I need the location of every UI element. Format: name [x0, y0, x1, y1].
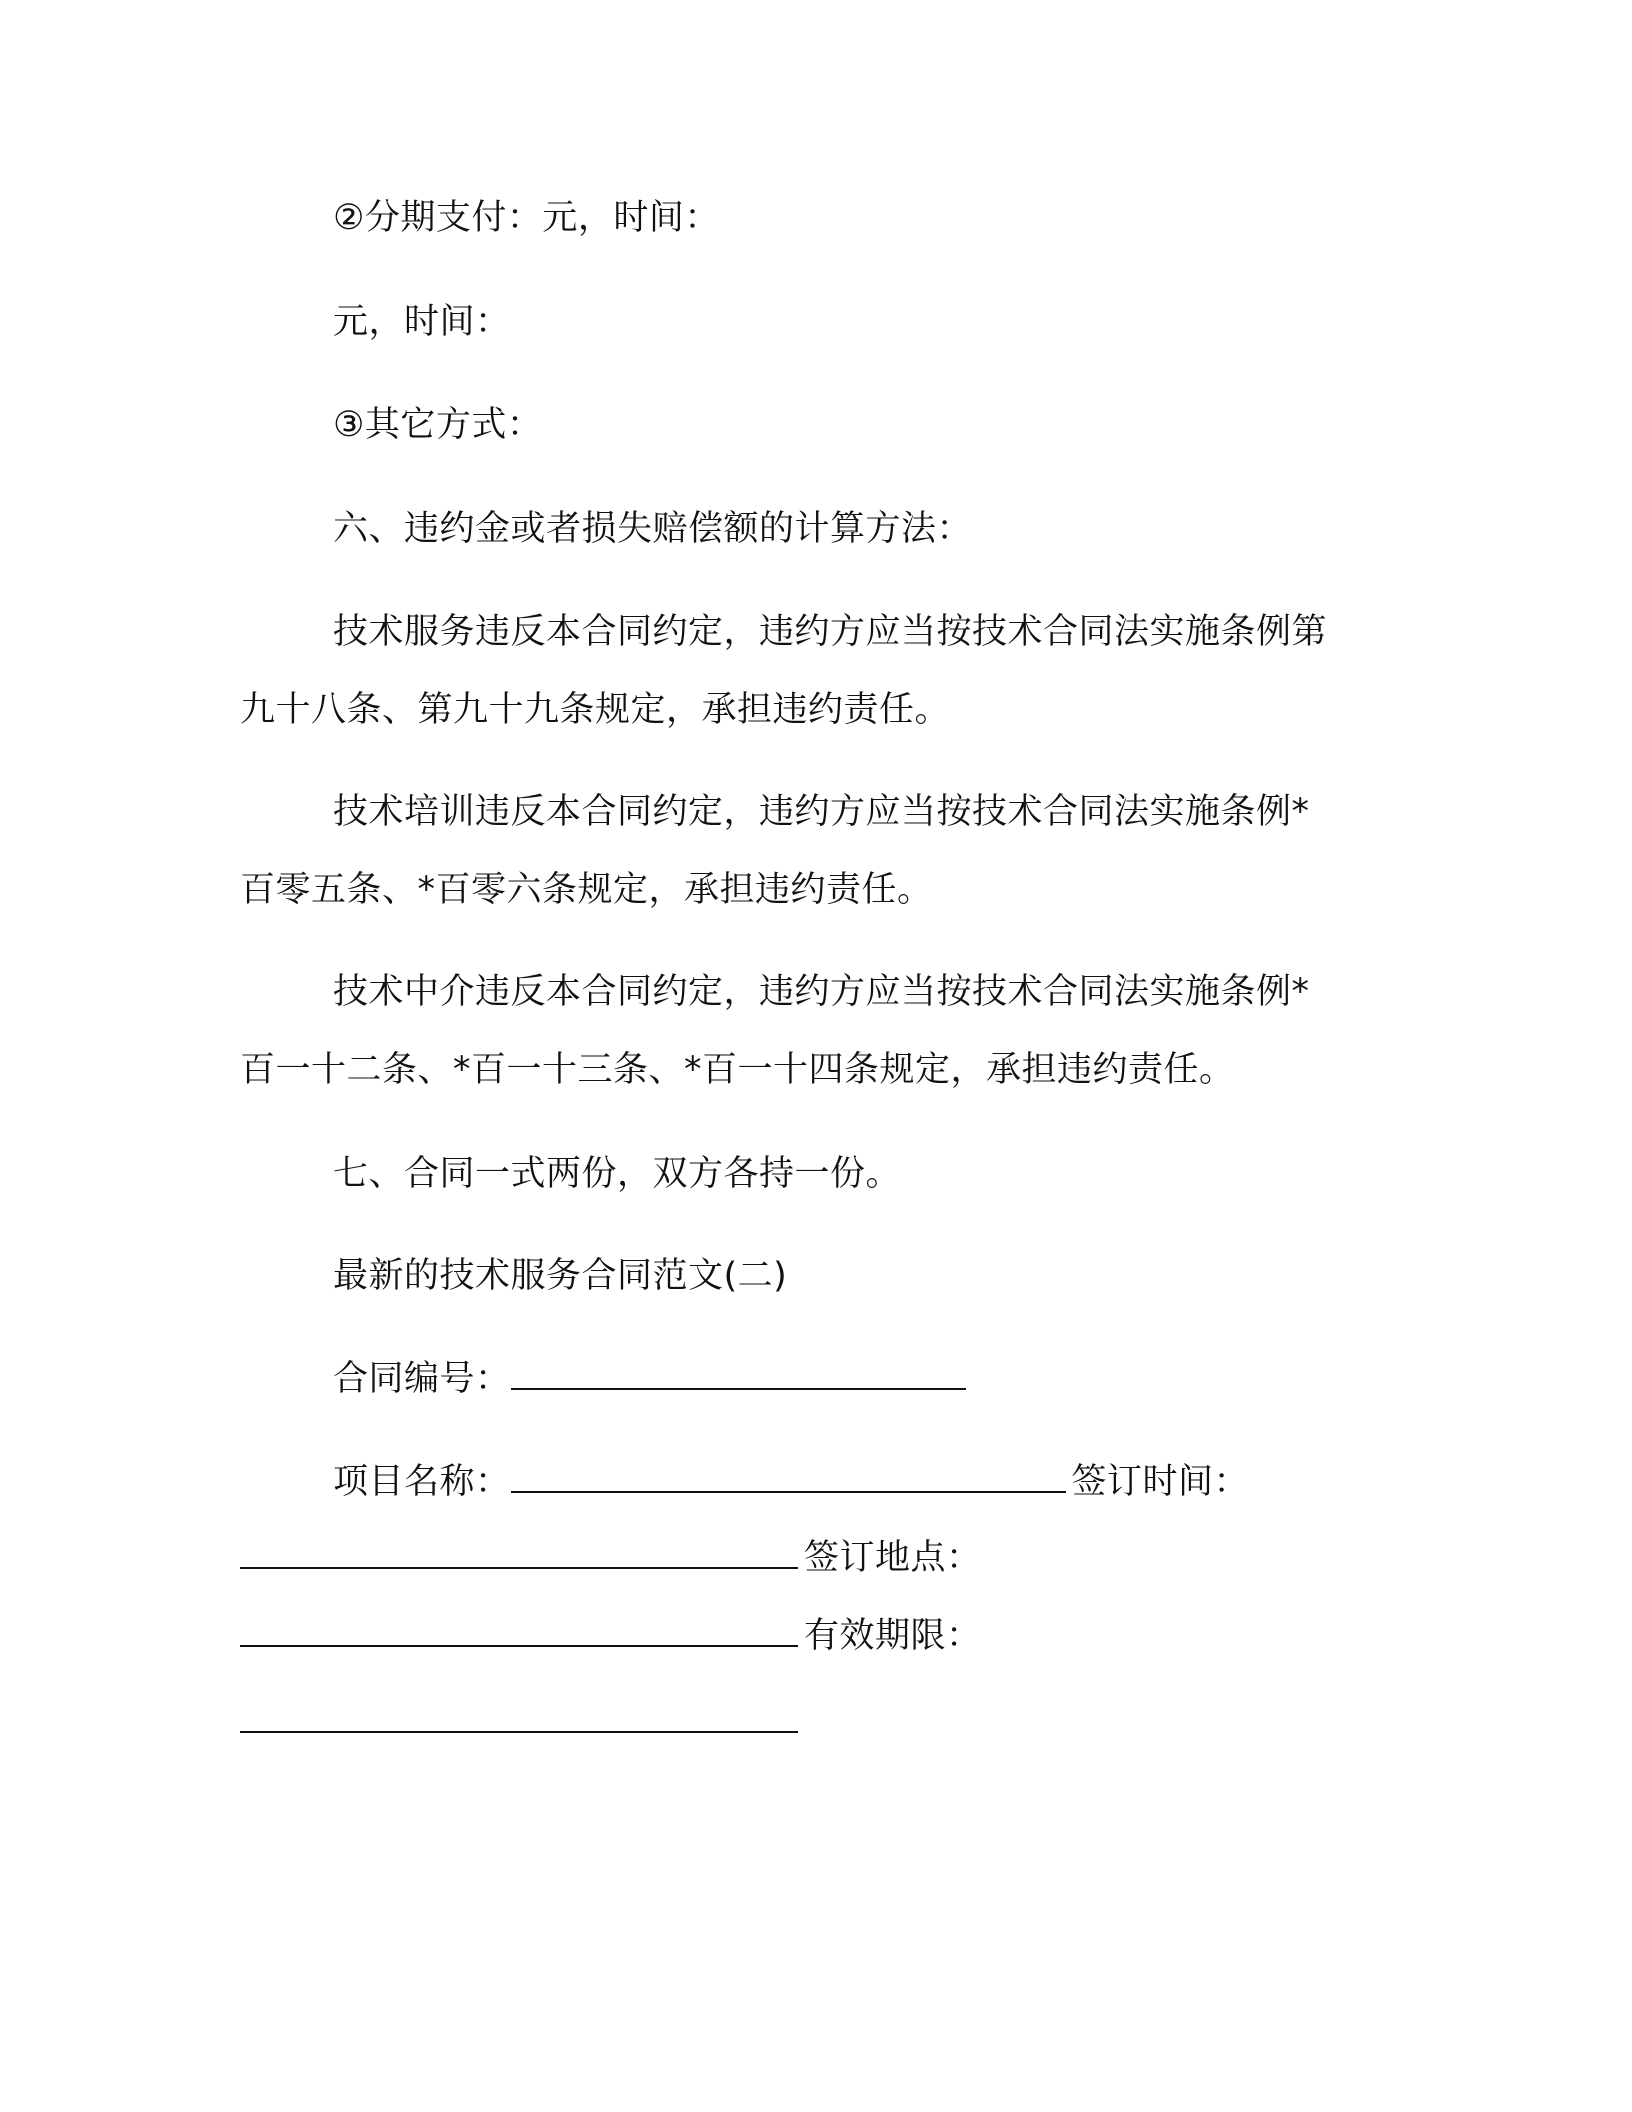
paragraph-tech-training-line1: 技术培训违反本合同约定，违约方应当按技术合同法实施条例*	[333, 792, 1310, 832]
project-name-label: 项目名称：	[333, 1462, 511, 1502]
paragraph-other-method: ③其它方式：	[333, 405, 543, 445]
validity-blank[interactable]	[240, 1701, 798, 1733]
section-heading-seven: 七、合同一式两份，双方各持一份。	[333, 1154, 902, 1194]
project-name-row	[333, 1460, 1249, 1504]
paragraph-yuan-time: 元，时间：	[333, 302, 511, 342]
contract-number-row	[333, 1357, 972, 1401]
validity-row	[240, 1614, 982, 1658]
sign-place-row	[240, 1536, 982, 1580]
contract-number-blank[interactable]	[511, 1358, 966, 1390]
paragraph-installment-payment: ②分期支付：元，时间：	[333, 198, 720, 238]
paragraph-tech-agency-line1: 技术中介违反本合同约定，违约方应当按技术合同法实施条例*	[333, 972, 1310, 1012]
contract-number-label: 合同编号：	[333, 1359, 511, 1399]
validity-blank-row	[240, 1700, 804, 1744]
sign-time-blank[interactable]	[240, 1537, 798, 1569]
sign-place-blank[interactable]	[240, 1615, 798, 1647]
paragraph-tech-service-line2: 九十八条、第九十九条规定，承担违约责任。	[240, 690, 951, 730]
section-heading-six: 六、违约金或者损失赔偿额的计算方法：	[333, 509, 973, 549]
project-name-blank[interactable]	[511, 1461, 1066, 1493]
contract-sample-title: 最新的技术服务合同范文(二)	[333, 1256, 788, 1296]
sign-time-label: 签订时间：	[1071, 1462, 1250, 1502]
paragraph-tech-service-line1: 技术服务违反本合同约定，违约方应当按技术合同法实施条例第	[333, 612, 1328, 652]
paragraph-tech-training-line2: 百零五条、*百零六条规定，承担违约责任。	[240, 870, 933, 910]
sign-place-label: 签订地点：	[804, 1538, 982, 1578]
validity-label: 有效期限：	[804, 1616, 982, 1656]
paragraph-tech-agency-line2: 百一十二条、*百一十三条、*百一十四条规定，承担违约责任。	[240, 1050, 1235, 1090]
